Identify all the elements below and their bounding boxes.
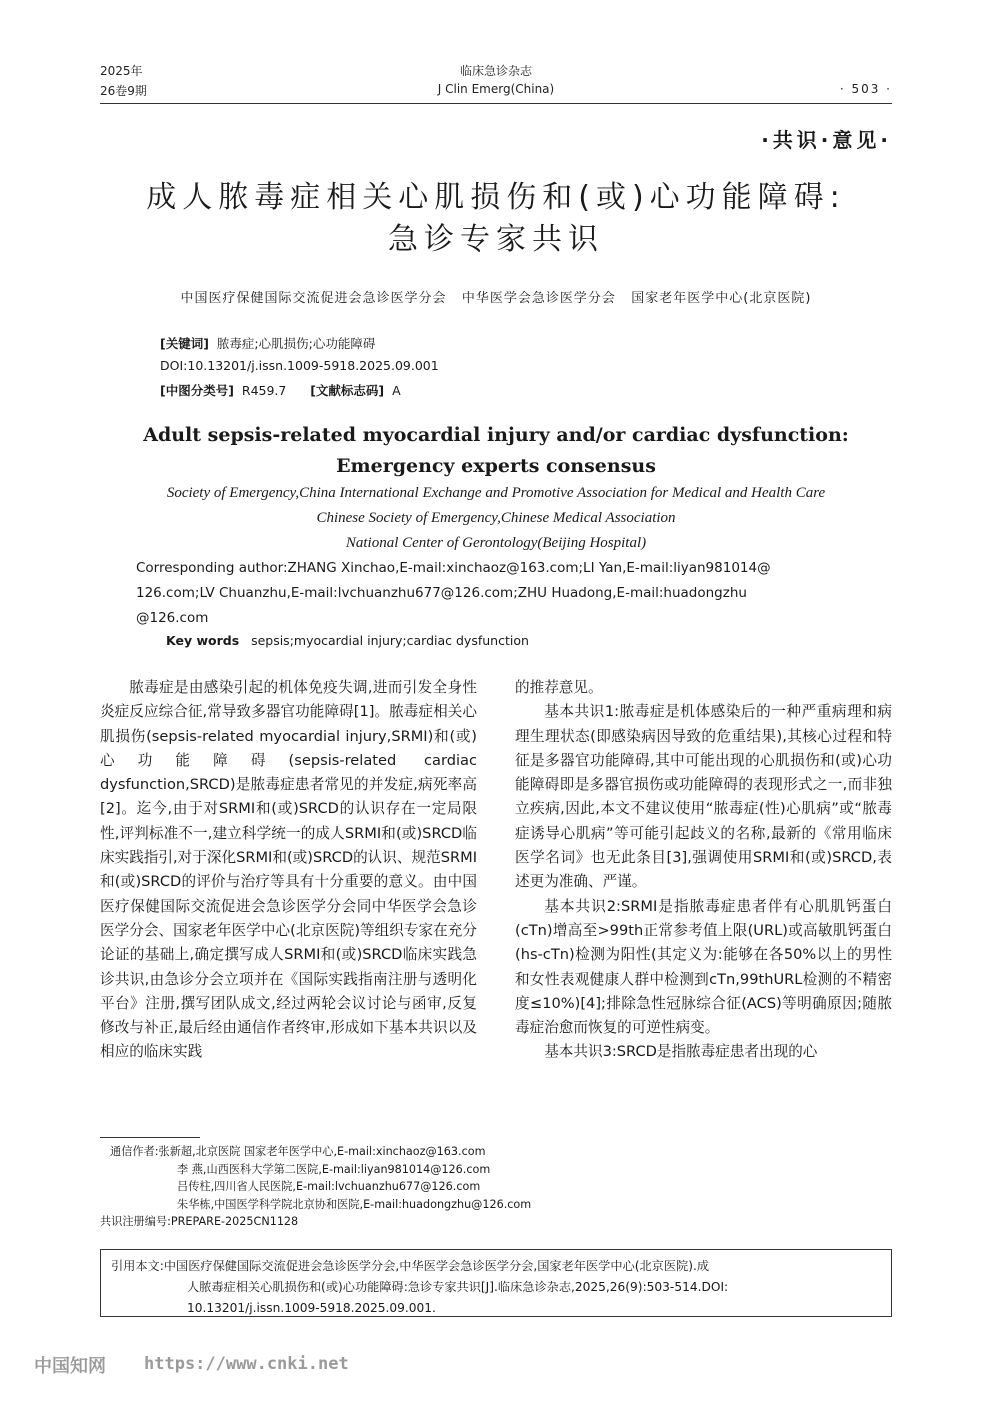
classification-line [160, 381, 401, 399]
corresponding-line: 126.com;LV Chuanzhu,E-mail:lvchuanzhu677@126.com;ZHU Huadong,E-mail:huadongzhu [136, 585, 747, 601]
footnote-line: 通信作者:张新超,北京医院 国家老年医学中心,E-mail:xinchaoz@163.com [110, 1145, 486, 1158]
keywords-value: 脓毒症;心肌损伤;心功能障碍 [216, 336, 376, 351]
affiliation-line: Chinese Society of Emergency,Chinese Medical Association [316, 510, 676, 526]
title-cn-line2: 急诊专家共识 [388, 222, 604, 257]
header-journal-en: J Clin Emerg(China) [437, 82, 555, 96]
keywords-en [166, 633, 529, 648]
title-en-line2: Emergency experts consensus [336, 455, 656, 477]
corresponding-authors [136, 556, 876, 631]
keywords-label: [关键词] [160, 336, 209, 351]
footnote-line: 共识注册编号:PREPARE-2025CN1128 [100, 1215, 299, 1228]
body-paragraph: 基本共识2:SRMI是指脓毒症患者伴有心肌肌钙蛋白(cTn)增高至>99th正常参考值上限(URL)或高敏肌钙蛋白(hs-cTn)检测为阳性(其定义为:能够在各50%以上的男性和女性表观健康人群中检测到cTn,99thURL检测的不精密度≤10%)[4];排除急性冠脉综合征(ACS)等明确原因;随脓毒症治愈而恢复的可逆性病变。 [515, 897, 892, 1037]
header-rule [100, 103, 892, 104]
footnotes [100, 1143, 620, 1231]
footnote-line: 吕传柱,四川省人民医院,E-mail:lvchuanzhu677@126.com [177, 1180, 481, 1193]
keywords-en-label: Key words [166, 633, 240, 648]
doi-line: DOI:10.13201/j.issn.1009-5918.2025.09.001 [160, 358, 439, 373]
doc-code-value: A [392, 383, 401, 398]
keywords-en-value: sepsis;myocardial injury;cardiac dysfunction [251, 633, 529, 648]
body-paragraph: 的推荐意见。 [515, 679, 603, 696]
citation-line: 10.13201/j.issn.1009-5918.2025.09.001. [187, 1301, 436, 1315]
cnki-watermark-name: 中国知网 [34, 1356, 106, 1377]
doc-code-label: [文献标志码] [310, 383, 385, 398]
keywords-cn [160, 334, 375, 352]
body-paragraph: 基本共识1:脓毒症是机体感染后的一种严重病理和病理生理状态(即感染病因导致的危重结果),其核心过程和特征是多器官功能障碍,其中可能出现的心肌损伤和(或)心功能障碍即是多器官损伤或功能障碍的表现形式之一,而非独立疾病,因此,本文不建议使用“脓毒症(性)心肌病”或“脓毒症诱导心肌病”等可能引起歧义的名称,最新的《常用临床医学名词》也无此条目[3],强调使用SRMI和(或)SRCD,表述更为准确、严谨。 [515, 703, 892, 891]
header-volume: 26卷9期 [100, 84, 147, 98]
footnote-line: 李 燕,山西医科大学第二医院,E-mail:liyan981014@126.com [177, 1162, 491, 1176]
header-journal-cn: 临床急诊杂志 [459, 64, 532, 78]
header-year: 2025年 [100, 64, 143, 78]
cnki-watermark-url[interactable]: https://www.cnki.net [144, 1354, 349, 1374]
clc-label: [中图分类号] [160, 383, 234, 398]
body-paragraph: 基本共识3:SRCD是指脓毒症患者出现的心 [544, 1043, 818, 1061]
header-page-number: · 503 · [839, 82, 892, 96]
body-paragraph: 脓毒症是由感染引起的机体免疫失调,进而引发全身性炎症反应综合征,常导致多器官功能障碍[1]。脓毒症相关心肌损伤(sepsis-related myocardial injury,SRMI)和(或)心功能障碍(sepsis-related cardiac dysfunction,SRCD)是脓毒症患者常见的并发症,病死率高[2]。迄今,由于对SRMI和(或)SRCD的认识存在一定局限性,评判标准不一,建立科学统一的成人SRMI和(或)SRCD临床实践指引,对于深化SRMI和(或)SRCD的认识、规范SRMI和(或)SRCD的评价与治疗等具有十分重要的意义。由中国医疗保健国际交流促进会急诊医学分会同中华医学会急诊医学分会、国家老年医学中心(北京医院)等组织专家在充分论证的基础上,确定撰写成人SRMI和(或)SRCD临床实践急诊共识,由急诊分会立项并在《国际实践指南注册与透明化平台》注册,撰写团队成文,经过两轮会议讨论与函审,反复修改与补正,最后经由通信作者终审,形成如下基本共识以及相应的临床实践 [100, 679, 477, 1061]
title-cn-line1: 成人脓毒症相关心肌损伤和(或)心功能障碍: [146, 180, 846, 215]
title-en-line1: Adult sepsis-related myocardial injury and/or cardiac dysfunction: [143, 424, 849, 446]
footnote-line: 朱华栋,中国医学科学院北京协和医院,E-mail:huadongzhu@126.com [177, 1197, 532, 1211]
corresponding-line: Corresponding author:ZHANG Xinchao,E-mail:xinchaoz@163.com;LI Yan,E-mail:liyan981014@ [136, 560, 771, 576]
section-tag: ·共识·意见· [761, 128, 892, 152]
body-right-column [515, 676, 892, 1065]
citation-line: 引用本文:中国医疗保健国际交流促进会急诊医学分会,中华医学会急诊医学分会,国家老年医学中心(北京医院).成 [111, 1259, 710, 1273]
citation-line: 人脓毒症相关心肌损伤和(或)心功能障碍:急诊专家共识[J].临床急诊杂志,2025,26(9):503-514.DOI: [187, 1280, 729, 1294]
body-left-column [100, 676, 477, 1065]
clc-value: R459.7 [241, 383, 287, 398]
affiliation-line: Society of Emergency,China International Exchange and Promotive Association for Medical and Health Care [166, 485, 826, 501]
citation-box [100, 1249, 892, 1317]
corresponding-line: @126.com [136, 610, 209, 626]
footnote-rule [100, 1137, 200, 1138]
affiliation-line: National Center of Gerontology(Beijing Hospital) [345, 535, 647, 551]
author-organizations: 中国医疗保健国际交流促进会急诊医学分会 中华医学会急诊医学分会 国家老年医学中心(北京医院) [180, 291, 812, 306]
